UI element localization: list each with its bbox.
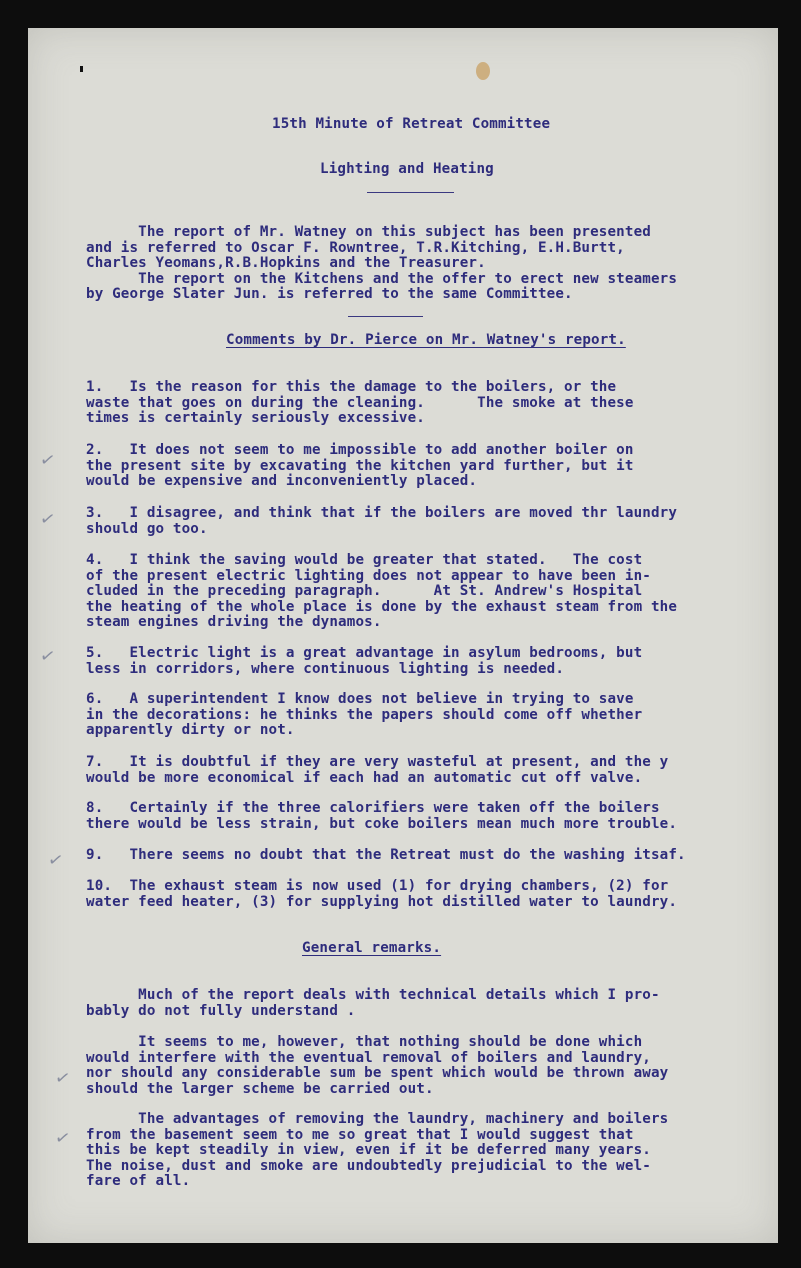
remark-paragraph: The advantages of removing the laundry, machinery and boilers from the basement seem to me so great that I would suggest that this be kept steadily in view, even if it be deferred many years. The noise, dust and smoke are undoubtedly prejudicial to the wel- fare of all. [86,1111,669,1190]
comment-item: 10. The exhaust steam is now used (1) for drying chambers, (2) for water feed heater, (3) for supplying hot distilled water to laundry. [86,878,678,910]
comment-item: 8. Certainly if the three calorifiers were taken off the boilers there would be less strain, but coke boilers mean much more trouble. [86,800,678,832]
comment-item: 9. There seems no doubt that the Retreat must do the washing itsaf. [86,847,686,863]
page-subtitle: Lighting and Heating [320,161,494,177]
check-mark-icon: ✓ [52,1126,73,1151]
comment-item: 5. Electric light is a great advantage in asylum bedrooms, but less in corridors, where continuous lighting is needed. [86,645,643,677]
comment-item: 7. It is doubtful if they are very wasteful at present, and the y would be more economical if each had an automatic cut off valve. [86,754,669,786]
page-title: 15th Minute of Retreat Committee [272,116,551,132]
comment-item: 4. I think the saving would be greater that stated. The cost of the present electric lighting does not appear to have been in- cluded in the preceding paragraph. At St. Andrew's Hospital the heating of the whole place is done by the exhaust steam from the steam engines driving the dynamos. [86,552,678,631]
divider [348,316,423,317]
remark-paragraph: Much of the report deals with technical details which I pro- bably do not fully understand . [86,987,660,1019]
comments-heading: Comments by Dr. Pierce on Mr. Watney's report. [226,332,626,348]
check-mark-icon: ✓ [52,1066,73,1091]
remark-paragraph: It seems to me, however, that nothing should be done which would interfere with the eventual removal of boilers and laundry, nor should any considerable sum be spent which would be thrown away should the larger scheme be carried out. [86,1034,669,1097]
paper-stain [476,62,490,80]
check-mark-icon: ✓ [45,848,66,873]
ink-mark [80,66,83,72]
comment-item: 6. A superintendent I know does not believe in trying to save in the decorations: he thinks the papers should come off whether apparently dirty or not. [86,691,643,739]
intro-paragraph: The report of Mr. Watney on this subject has been presented and is referred to Oscar F. Rowntree, T.R.Kitching, E.H.Burtt, Charles Yeomans,R.B.Hopkins and the Treasurer. The report on the Kitchens and the offer to erect new steamers by George Slater Jun. is referred to the same Committee. [86,224,678,303]
check-mark-icon: ✓ [37,448,58,473]
comment-item: 3. I disagree, and think that if the boilers are moved thr laundry should go too. [86,505,678,537]
comment-item: 1. Is the reason for this the damage to the boilers, or the waste that goes on during the cleaning. The smoke at these times is certainly seriously excessive. [86,379,634,427]
comment-item: 2. It does not seem to me impossible to add another boiler on the present site by excavating the kitchen yard further, but it would be expensive and inconveniently placed. [86,442,634,490]
check-mark-icon: ✓ [37,644,58,669]
divider [367,192,454,193]
general-heading: General remarks. [302,940,442,956]
check-mark-icon: ✓ [37,507,58,532]
